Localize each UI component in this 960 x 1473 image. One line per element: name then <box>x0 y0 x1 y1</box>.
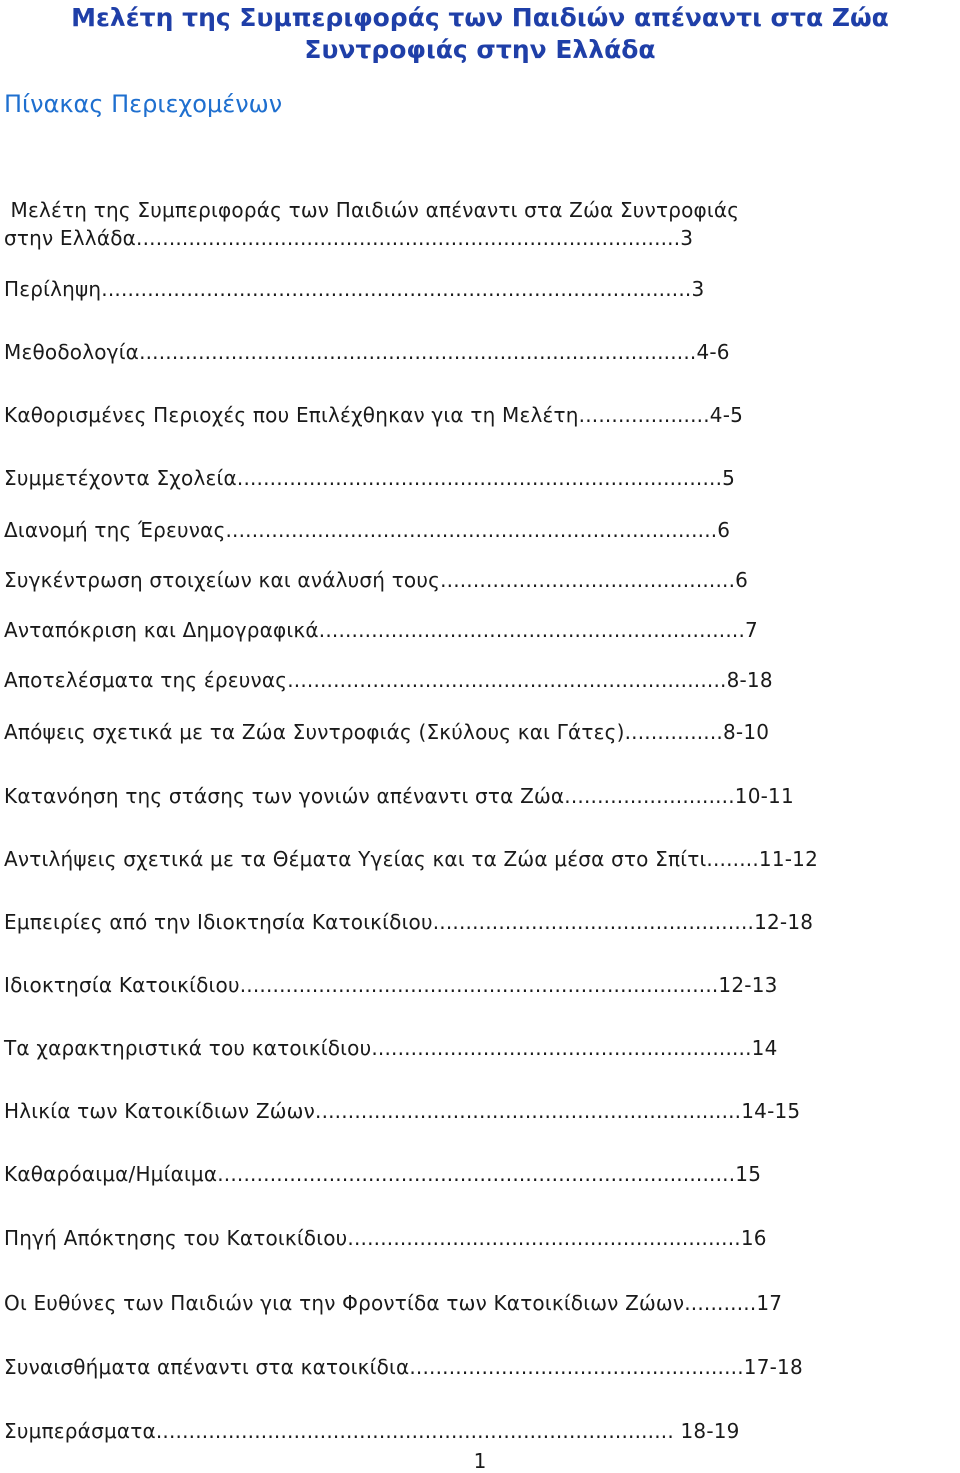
toc-entry[interactable]: Καθαρόαιμα/Ημίαιμα...............................................................................15 <box>4 1162 762 1186</box>
toc-entry-title-line2[interactable]: στην Ελλάδα...................................................................................3 <box>4 226 694 250</box>
toc-entry[interactable]: Ηλικία των Κατοικίδιων Ζώων.................................................................14-15 <box>4 1099 801 1123</box>
toc-entry[interactable]: Μεθοδολογία.....................................................................................4-6 <box>4 340 730 364</box>
toc-entry[interactable]: Συμμετέχοντα Σχολεία..........................................................................5 <box>4 466 736 490</box>
toc-entry[interactable]: Αντιλήψεις σχετικά με τα Θέματα Υγείας και τα Ζώα μέσα στο Σπίτι........11-12 <box>4 847 819 871</box>
toc-entry[interactable]: Πηγή Απόκτησης του Κατοικίδιου............................................................16 <box>4 1226 767 1250</box>
toc-entry-title-line1[interactable]: Μελέτη της Συμπεριφοράς των Παιδιών απέναντι στα Ζώα Συντροφιάς <box>4 198 740 222</box>
toc-entry[interactable]: Τα χαρακτηριστικά του κατοικίδιου..........................................................14 <box>4 1036 778 1060</box>
toc-entry[interactable]: Οι Ευθύνες των Παιδιών για την Φροντίδα των Κατοικίδιων Ζώων...........17 <box>4 1291 783 1315</box>
toc-entry[interactable]: Εμπειρίες από την Ιδιοκτησία Κατοικίδιου.................................................12-18 <box>4 910 814 934</box>
toc-entry[interactable]: Περίληψη..........................................................................................3 <box>4 277 705 301</box>
toc-entry[interactable]: Απόψεις σχετικά με τα Ζώα Συντροφιάς (Σκύλους και Γάτες)...............8-10 <box>4 720 770 744</box>
toc-heading: Πίνακας Περιεχομένων <box>4 90 283 118</box>
toc-entry[interactable]: Συναισθήματα απέναντι στα κατοικίδια...................................................17-18 <box>4 1355 803 1379</box>
toc-entry[interactable]: Ιδιοκτησία Κατοικίδιου.........................................................................12-13 <box>4 973 778 997</box>
toc-entry[interactable]: Αποτελέσματα της έρευνας...................................................................8-18 <box>4 668 773 692</box>
toc-entry[interactable]: Κατανόηση της στάσης των γονιών απέναντι στα Ζώα..........................10-11 <box>4 784 794 808</box>
page-number: 1 <box>473 1449 487 1473</box>
document-title-line-2: Συντροφιάς στην Ελλάδα <box>304 35 656 64</box>
document-title-line-1: Μελέτη της Συμπεριφοράς των Παιδιών απέναντι στα Ζώα <box>71 3 889 32</box>
toc-entry[interactable]: Συμπεράσματα............................................................................... 18-19 <box>4 1419 740 1443</box>
toc-entry[interactable]: Συγκέντρωση στοιχείων και ανάλυσή τους.............................................6 <box>4 568 749 592</box>
toc-entry[interactable]: Καθορισμένες Περιοχές που Επιλέχθηκαν για τη Μελέτη....................4-5 <box>4 403 744 427</box>
toc-entry[interactable]: Διανομή της Έρευνας...........................................................................6 <box>4 518 731 542</box>
toc-entry[interactable]: Ανταπόκριση και Δημογραφικά.................................................................7 <box>4 618 758 642</box>
